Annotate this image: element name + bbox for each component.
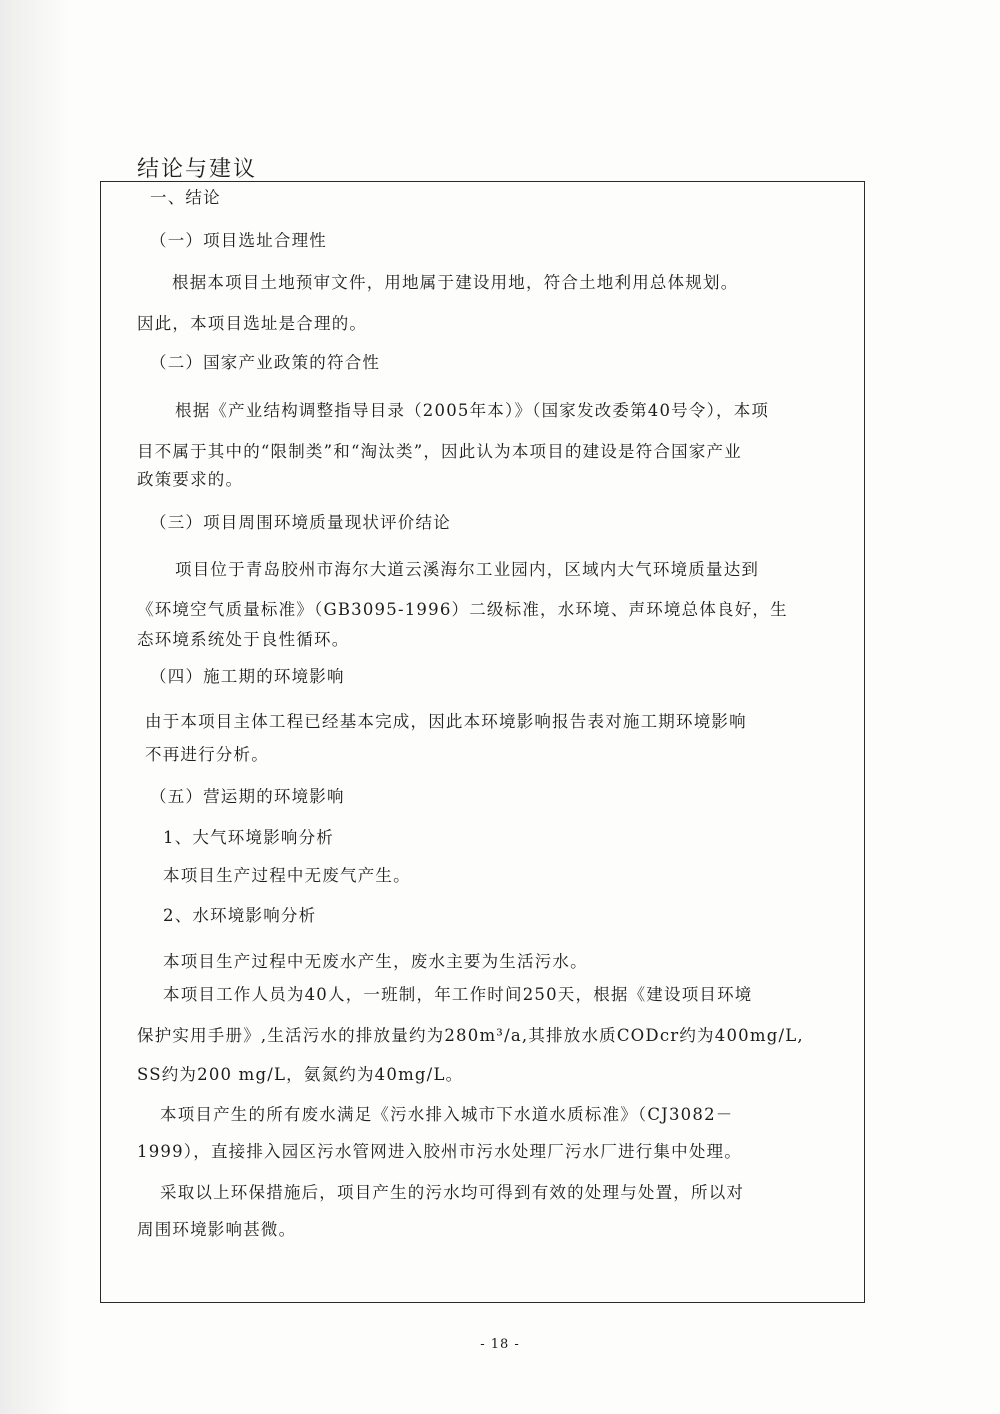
text-line: 根据本项目土地预审文件，用地属于建设用地，符合土地利用总体规划。: [172, 273, 739, 292]
text-line: 1、大气环境影响分析: [163, 828, 334, 847]
text-line: 根据《产业结构调整指导目录（2005年本）》（国家发改委第40号令），本项: [175, 401, 770, 420]
text-line: 因此，本项目选址是合理的。: [137, 314, 368, 333]
text-line: 项目位于青岛胶州市海尔大道云溪海尔工业园内，区域内大气环境质量达到: [175, 560, 760, 579]
text-line: 1999），直接排入园区污水管网进入胶州市污水处理厂污水厂进行集中处理。: [137, 1142, 742, 1161]
text-line: （五）营运期的环境影响: [150, 787, 345, 806]
text-line: 不再进行分析。: [145, 745, 269, 764]
text-line: 态环境系统处于良性循环。: [137, 630, 350, 649]
text-line: 政策要求的。: [137, 470, 244, 489]
text-line: 保护实用手册》,生活污水的排放量约为280m³/a,其排放水质CODcr约为400mg/L,: [137, 1026, 804, 1045]
text-line: （四）施工期的环境影响: [150, 667, 345, 686]
text-line: （二）国家产业政策的符合性: [150, 353, 381, 372]
text-line: 本项目生产过程中无废气产生。: [163, 866, 411, 885]
text-line: 本项目产生的所有废水满足《污水排入城市下水道水质标准》（CJ3082－: [160, 1105, 734, 1124]
scan-shadow: [0, 0, 70, 1414]
text-line: 周围环境影响甚微。: [137, 1220, 297, 1239]
text-line: SS约为200 mg/L，氨氮约为40mg/L。: [137, 1065, 464, 1084]
text-line: （三）项目周围环境质量现状评价结论: [150, 513, 451, 532]
text-line: 《环境空气质量标准》（GB3095-1996）二级标准，水环境、声环境总体良好，生: [137, 600, 788, 619]
text-line: 由于本项目主体工程已经基本完成，因此本环境影响报告表对施工期环境影响: [145, 712, 747, 731]
text-line: 一、结论: [150, 188, 221, 207]
content-frame: [100, 181, 865, 1303]
page-number: - 18 -: [480, 1337, 520, 1352]
text-line: 本项目生产过程中无废水产生，废水主要为生活污水。: [163, 952, 588, 971]
text-line: 本项目工作人员为40人，一班制，年工作时间250天，根据《建设项目环境: [163, 985, 753, 1004]
text-line: （一）项目选址合理性: [150, 231, 327, 250]
text-line: 采取以上环保措施后，项目产生的污水均可得到有效的处理与处置，所以对: [160, 1183, 745, 1202]
section-title: 结论与建议: [137, 157, 258, 182]
text-line: 目不属于其中的“限制类”和“淘汰类”，因此认为本项目的建设是符合国家产业: [137, 442, 742, 461]
text-line: 2、水环境影响分析: [163, 906, 317, 925]
